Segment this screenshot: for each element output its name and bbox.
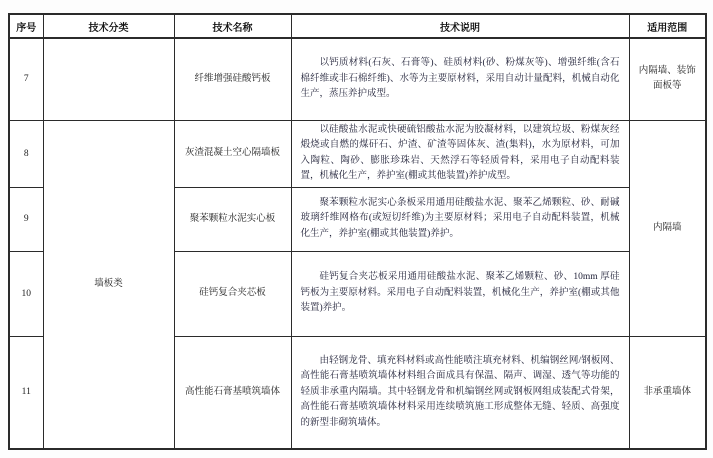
row-no: 11 (9, 336, 43, 449)
row-no: 9 (9, 187, 43, 251)
description-text: 聚苯颗粒水泥实心条板采用通用硅酸盐水泥、聚苯乙烯颗粒、砂、耐碱玻璃纤维网格布(或短切纤维)为主要原材料；采用电子自动配料装置，机械化生产，养护室(棚或其他装置)养护。 (300, 197, 620, 239)
row-tech-description (291, 187, 629, 251)
row-tech-name: 灰渣混凝土空心隔墙板 (174, 120, 291, 187)
header-scope: 适用范围 (629, 14, 706, 38)
description-text: 以硅酸盐水泥或快硬硫铝酸盐水泥为胶凝材料，以建筑垃圾、粉煤灰经煅烧或自燃的煤矸石、炉渣、矿渣等固体灰、渣(集料)，水为原材料，可加入陶粒、陶砂、膨胀珍珠岩、天然浮石等轻质骨料，采用电子自动配料装置，机械化生产，养护室(棚或其他装置)养护成型。 (300, 124, 620, 181)
technology-table (8, 13, 707, 450)
header-name: 技术名称 (174, 14, 291, 38)
row-tech-name: 硅钙复合夹芯板 (174, 251, 291, 336)
row-scope: 非承重墙体 (629, 336, 706, 449)
header-row (9, 14, 706, 38)
row-no: 10 (9, 251, 43, 336)
row-no: 7 (9, 38, 43, 120)
row-tech-description (291, 336, 629, 449)
header-category: 技术分类 (43, 14, 174, 38)
row-tech-name: 高性能石膏基喷筑墙体 (174, 336, 291, 449)
description-text: 由轻钢龙骨、填充料材料或高性能喷注填充材料、机编钢丝网/钢板网、高性能石膏基喷筑墙体材料组合面成具有保温、隔声、调湿、透气等功能的轻质非承重内隔墙。其中轻钢龙骨和机编钢丝网或钢板网组成装配式骨架，高性能石膏基喷筑墙体材料采用连续喷筑施工形成整体无缝、轻质、高强度的新型非砌筑墙体。 (300, 355, 620, 428)
row-scope-merged: 内隔墙 (629, 120, 706, 336)
row-no: 8 (9, 120, 43, 187)
table-row-7 (9, 38, 706, 120)
table-row-8 (9, 120, 706, 187)
row-scope: 内隔墙、装饰面板等 (629, 38, 706, 120)
header-no: 序号 (9, 14, 43, 38)
description-text: 硅钙复合夹芯板采用通用硅酸盐水泥、聚苯乙烯颗粒、砂、10mm 厚硅钙板为主要原材料。采用电子自动配料装置，机械化生产，养护室(棚或其他装置)养护。 (300, 272, 620, 314)
row-category-empty (43, 38, 174, 120)
row-tech-description (291, 38, 629, 120)
row-category-group: 墙板类 (43, 120, 174, 449)
row-tech-description (291, 251, 629, 336)
row-tech-description (291, 120, 629, 187)
row-tech-name: 聚苯颗粒水泥实心板 (174, 187, 291, 251)
description-text: 以钙质材料(石灰、石膏等)、硅质材料(砂、粉煤灰等)、增强纤维(含石棉纤维或非石棉纤维)、水等为主要原材料，采用自动计量配料，机械自动化生产，蒸压养护成型。 (300, 58, 620, 99)
header-description: 技术说明 (291, 14, 629, 38)
row-tech-name: 纤维增强硅酸钙板 (174, 38, 291, 120)
